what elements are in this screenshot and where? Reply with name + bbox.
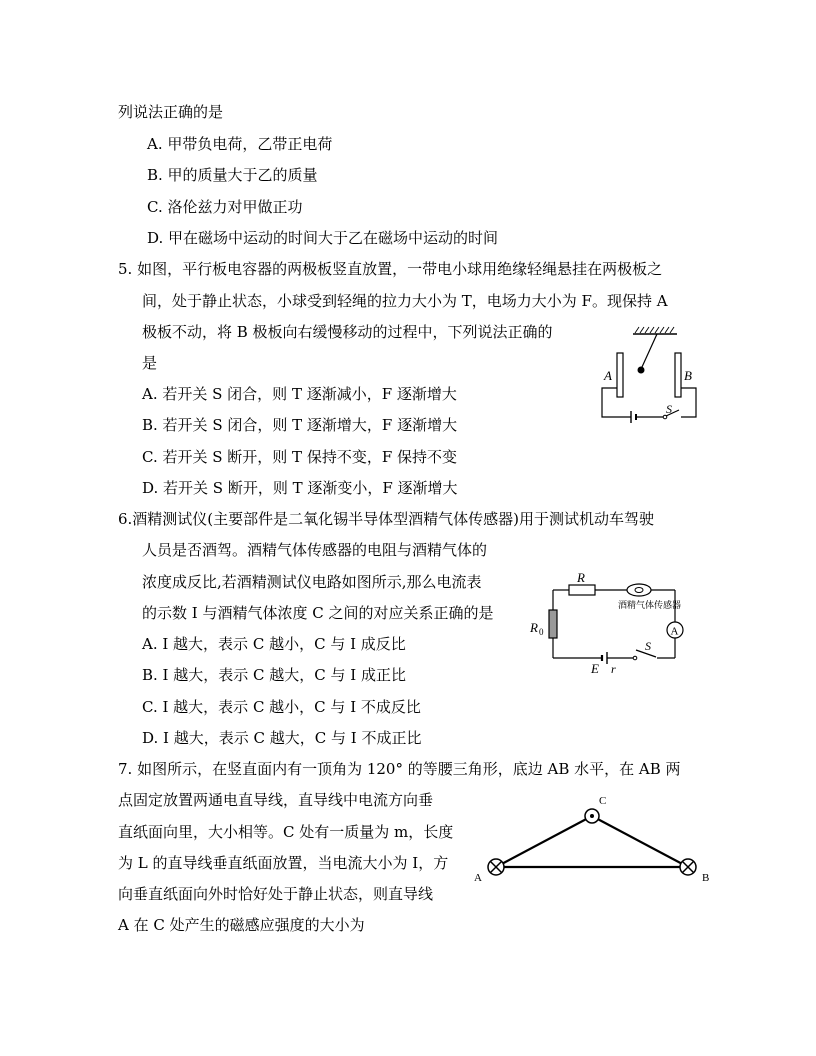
label-a: A — [604, 368, 612, 383]
q6-option-a: A. I 越大，表示 C 越小，C 与 I 成反比 — [142, 635, 406, 653]
label-b: B — [684, 368, 692, 383]
label-c: C — [599, 795, 607, 807]
svg-text:0: 0 — [539, 627, 544, 637]
wire-c-out-of-page — [585, 809, 599, 823]
resistor-r0 — [549, 610, 557, 638]
svg-text:S: S — [645, 639, 651, 653]
q6-option-d: D. I 越大，表示 C 越大，C 与 I 不成正比 — [142, 729, 422, 747]
q5-option-b: B. 若开关 S 闭合，则 T 逐渐增大，F 逐渐增大 — [142, 416, 458, 434]
capacitor-figure — [595, 318, 705, 428]
label-b: B — [702, 872, 710, 884]
svg-text:R: R — [530, 620, 538, 635]
q5-option-a: A. 若开关 S 闭合，则 T 逐渐减小，F 逐渐增大 — [142, 385, 457, 403]
q5-option-d: D. 若开关 S 断开，则 T 逐渐变小，F 逐渐增大 — [142, 479, 458, 497]
svg-text:R: R — [577, 570, 585, 585]
q6-stem-1: 6.酒精测试仪(主要部件是二氧化锡半导体型酒精气体传感器)用于测试机动车驾驶 — [118, 510, 655, 528]
insulated-string — [642, 334, 657, 367]
q4-option-a: A. 甲带负电荷，乙带正电荷 — [147, 135, 333, 153]
q7-stem-3: 直纸面向里，大小相等。C 处有一质量为 m，长度 — [118, 823, 454, 841]
q4-option-c: C. 洛伦兹力对甲做正功 — [147, 198, 303, 216]
q7-stem-5: 向垂直纸面向外时恰好处于静止状态，则直导线 — [118, 885, 434, 903]
q6-stem-4: 的示数 I 与酒精气体浓度 C 之间的对应关系正确的是 — [142, 604, 494, 622]
plate-b — [675, 353, 681, 397]
q4-option-d: D. 甲在磁场中运动的时间大于乙在磁场中运动的时间 — [147, 229, 499, 247]
q6-stem-2: 人员是否酒驾。酒精气体传感器的电阻与酒精气体的 — [142, 541, 488, 559]
q5-stem-4: 是 — [142, 354, 158, 372]
q5-stem-2: 间，处于静止状态，小球受到轻绳的拉力大小为 T，电场力大小为 F。现保持 A — [142, 292, 668, 310]
q7-stem-4: 为 L 的直导线垂直纸面放置，当电流大小为 I，方 — [118, 854, 449, 872]
plate-a — [617, 353, 623, 397]
q5-option-c: C. 若开关 S 断开，则 T 保持不变，F 保持不变 — [142, 448, 458, 466]
q4-stem-tail: 列说法正确的是 — [118, 103, 224, 121]
label-s: S — [666, 402, 672, 416]
q5-stem-3: 极板不动，将 B 极板向右缓慢移动的过程中，下列说法正确的 — [142, 323, 553, 341]
charged-ball — [638, 367, 645, 374]
svg-text:A: A — [670, 625, 679, 638]
q5-stem-1: 5. 如图，平行板电容器的两极板竖直放置，一带电小球用绝缘轻绳悬挂在两极板之 — [118, 260, 663, 278]
resistor-r — [569, 585, 595, 595]
label-a: A — [474, 872, 482, 884]
svg-text:酒精气体传感器: 酒精气体传感器 — [618, 600, 682, 610]
alcohol-sensor — [627, 584, 651, 596]
svg-text:E: E — [591, 661, 599, 676]
svg-text:r: r — [611, 662, 616, 676]
alcohol-tester-circuit — [525, 570, 690, 680]
wire-b-into-page — [680, 859, 696, 875]
q7-stem-2: 点固定放置两通电直导线，直导线中电流方向垂 — [118, 791, 434, 809]
q6-option-b: B. I 越大，表示 C 越大，C 与 I 成正比 — [142, 666, 406, 684]
q6-option-c: C. I 越大，表示 C 越小，C 与 I 不成反比 — [142, 698, 421, 716]
q7-stem-6: A 在 C 处产生的磁感应强度的大小为 — [118, 916, 365, 934]
q6-stem-3: 浓度成反比,若酒精测试仪电路如图所示,那么电流表 — [142, 573, 482, 591]
triangle-wires-figure — [462, 790, 722, 890]
q4-option-b: B. 甲的质量大于乙的质量 — [147, 166, 318, 184]
q7-stem-1: 7. 如图所示，在竖直面内有一顶角为 120° 的等腰三角形，底边 AB 水平，在 AB 两 — [118, 760, 681, 778]
wire-a-into-page — [488, 859, 504, 875]
